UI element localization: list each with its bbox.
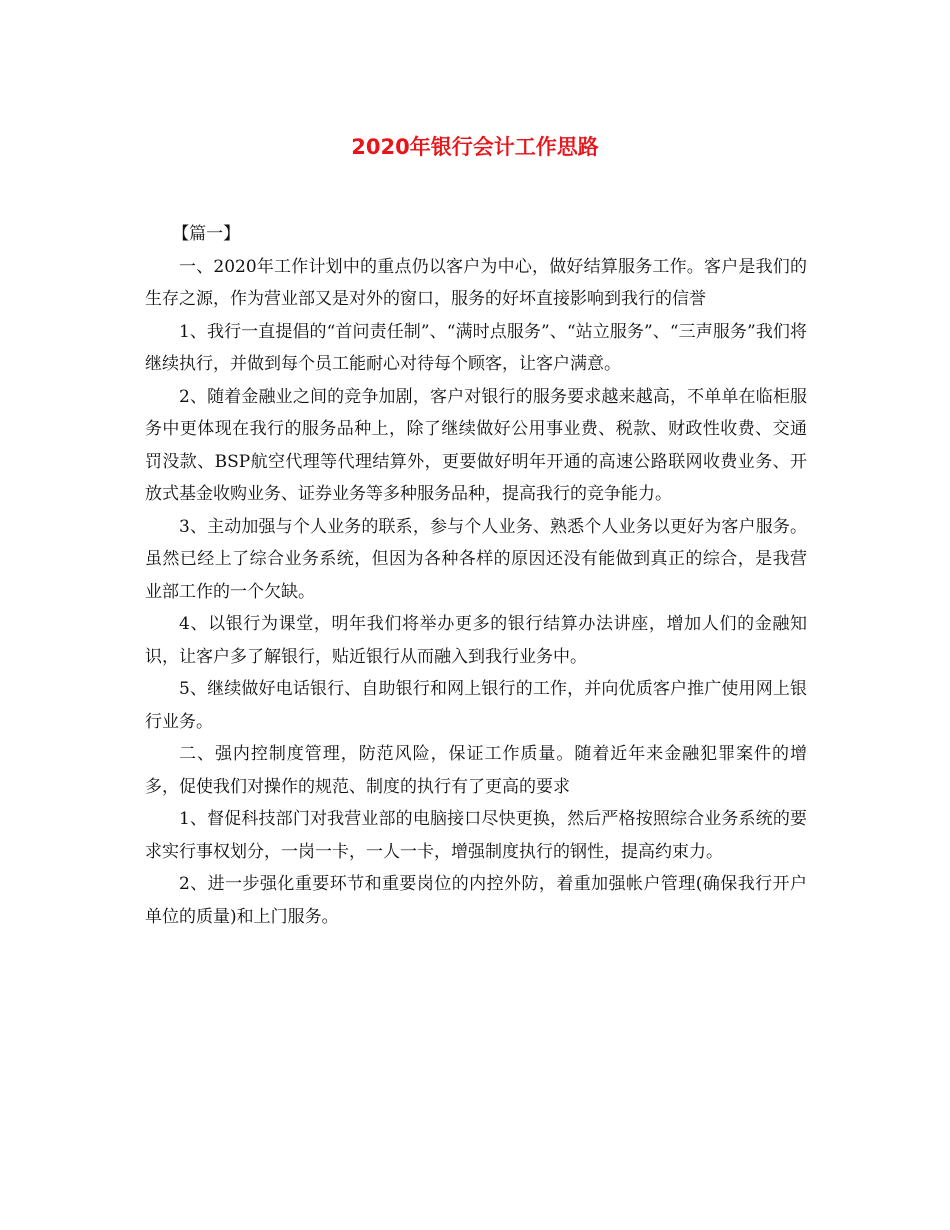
- paragraph-1: 一、2020年工作计划中的重点仍以客户为中心，做好结算服务工作。客户是我们的生存之源，作为营业部又是对外的窗口，服务的好坏直接影响到我行的信誉: [145, 256, 807, 309]
- paragraph-4: 3、主动加强与个人业务的联系，参与个人业务、熟悉个人业务以更好为客户服务。虽然已经上了综合业务系统，但因为各种各样的原因还没有能做到真正的综合，是我营业部工作的一个欠缺。: [145, 516, 807, 602]
- paragraph-5: 4、以银行为课堂，明年我们将举办更多的银行结算办法讲座，增加人们的金融知识，让客户多了解银行，贴近银行从而融入到我行业务中。: [145, 614, 807, 667]
- section-label: 【篇一】: [172, 224, 241, 244]
- paragraph-2: 1、我行一直提倡的“首问责任制”、“满时点服务”、“站立服务”、“三声服务”我们将继续执行，并做到每个员工能耐心对待每个顾客，让客户满意。: [145, 321, 807, 374]
- document-body: [145, 218, 807, 933]
- paragraph-7: 二、强内控制度管理，防范风险，保证工作质量。随着近年来金融犯罪案件的增多，促使我们对操作的规范、制度的执行有了更高的要求: [145, 744, 807, 797]
- paragraph-6: 5、继续做好电话银行、自助银行和网上银行的工作，并向优质客户推广使用网上银行业务。: [145, 679, 807, 732]
- paragraph-9: 2、进一步强化重要环节和重要岗位的内控外防，着重加强帐户管理(确保我行开户单位的质量)和上门服务。: [145, 874, 807, 927]
- paragraph-3: 2、随着金融业之间的竞争加剧，客户对银行的服务要求越来越高，不单单在临柜服务中更体现在我行的服务品种上，除了继续做好公用事业费、税款、财政性收费、交通罚没款、BSP航空代理等代理结算外，更要做好明年开通的高速公路联网收费业务、开放式基金收购业务、证券业务等多种服务品种，提高我行的竞争能力。: [145, 386, 807, 504]
- paragraph-8: 1、督促科技部门对我营业部的电脑接口尽快更换，然后严格按照综合业务系统的要求实行事权划分，一岗一卡，一人一卡，增强制度执行的钢性，提高约束力。: [145, 809, 807, 862]
- document-title: 2020年银行会计工作思路: [351, 135, 599, 159]
